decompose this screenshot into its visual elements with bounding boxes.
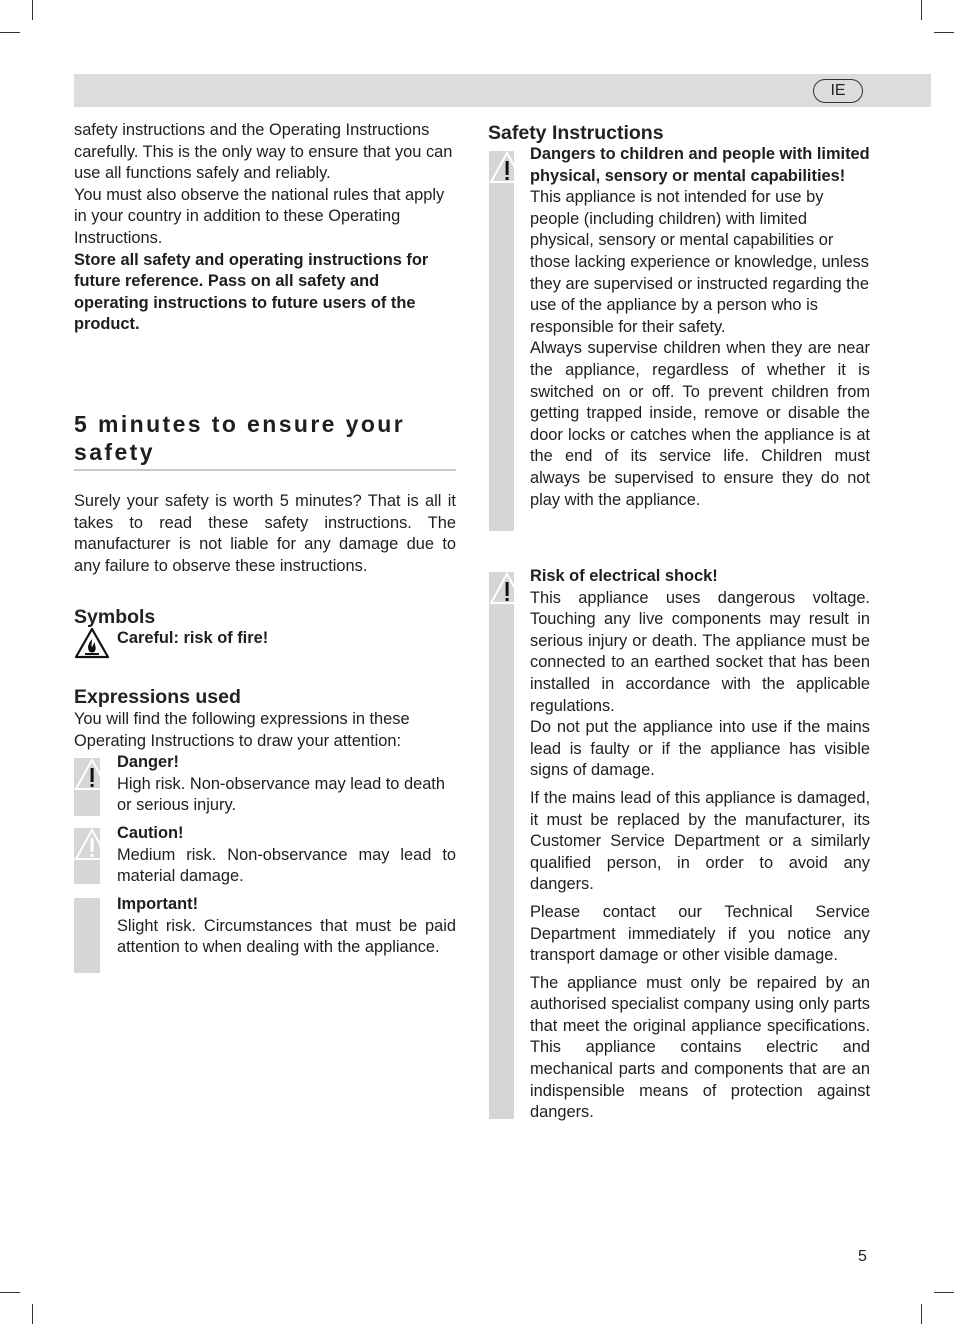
page-number: 5 xyxy=(858,1248,867,1265)
electrical-warning-title: Risk of electrical shock! xyxy=(530,567,718,585)
crop-mark xyxy=(0,1292,20,1293)
crop-mark xyxy=(32,1304,33,1324)
language-badge: IE xyxy=(813,79,863,103)
expressions-intro xyxy=(74,709,456,752)
children-warning-paragraph: This appliance is not intended for use by people (including children) with limited physical, sensory or mental capabilities or those lacking experience or knowledge, unless they are supervised or instructed regarding the use of the appliance by a person who is responsible for their safety. xyxy=(530,188,869,336)
electrical-warning-paragraph: The appliance must only be repaired by an authorised specialist company using only parts that meet the original appliance specifications. This appliance contains electric and mechanical parts and components that are an indispensible means of protection against dangers. xyxy=(530,973,870,1122)
important-text-block xyxy=(117,894,456,959)
electrical-warning-paragraph: Please contact our Technical Service Department immediately if you notice any transport damage or other visible damage. xyxy=(530,902,870,965)
intro-paragraph: You must also observe the national rules that apply in your country in addition to these Operating Instructions. xyxy=(74,185,445,247)
electrical-warning-paragraph: Do not put the appliance into use if the mains lead is faulty or if the appliance has visible signs of damage. xyxy=(530,718,870,780)
danger-text-block xyxy=(117,752,456,817)
expressions-intro-text: You will find the following expressions in these Operating Instructions to draw your attention: xyxy=(74,710,410,750)
intro-paragraph: safety instructions and the Operating Instructions carefully. This is the only way to ensure that you can use all functions safely and reliably. xyxy=(74,121,453,183)
section-body-text: Surely your safety is worth 5 minutes? That is all it takes to read these safety instructions. The manufacturer is not liable for any damage due to any failure to observe these instructions. xyxy=(74,492,456,575)
crop-mark xyxy=(921,1304,922,1324)
crop-mark xyxy=(934,32,954,33)
crop-mark xyxy=(32,0,33,20)
intro-text xyxy=(74,120,456,336)
electrical-warning-text xyxy=(530,566,870,1124)
crop-mark xyxy=(0,32,20,33)
caution-description: Medium risk. Non-observance may lead to material damage. xyxy=(117,845,456,886)
danger-description: High risk. Non-observance may lead to death or serious injury. xyxy=(117,774,445,815)
symbols-heading: Symbols xyxy=(74,606,156,628)
fire-symbol-label: Careful: risk of fire! xyxy=(117,629,269,647)
intro-bold-paragraph: Store all safety and operating instructions for future reference. Pass on all safety and operating instructions to future users of the product. xyxy=(74,250,429,334)
fire-warning-icon xyxy=(74,627,110,659)
children-warning-text xyxy=(530,144,870,511)
expressions-heading: Expressions used xyxy=(74,686,241,708)
caution-text-block xyxy=(117,823,456,888)
important-title: Important! xyxy=(117,895,199,913)
crop-mark xyxy=(934,1292,954,1293)
children-warning-title: Dangers to children and people with limited physical, sensory or mental capabilities! xyxy=(530,145,870,185)
electrical-warning-paragraph: If the mains lead of this appliance is damaged, it must be replaced by the manufacturer, its Customer Service Department or a similarly qualified person, in order to avoid any dangers. xyxy=(530,788,870,894)
important-bar xyxy=(74,898,100,973)
children-warning-icon xyxy=(489,151,525,185)
section-body xyxy=(74,491,456,577)
electrical-warning-icon xyxy=(489,572,525,606)
safety-instructions-heading: Safety Instructions xyxy=(488,122,664,144)
crop-mark xyxy=(921,0,922,20)
children-warning-bar xyxy=(489,151,514,531)
header-bar xyxy=(74,74,931,107)
danger-title: Danger! xyxy=(117,753,179,771)
electrical-warning-bar xyxy=(489,572,514,1119)
important-description: Slight risk. Circumstances that must be paid attention to when dealing with the appliance. xyxy=(117,916,456,957)
danger-icon xyxy=(74,758,110,792)
children-warning-paragraph: Always supervise children when they are near the appliance, regardless of whether it is switched on or off. To prevent children from getting trapped inside, remove or disable the door locks or catches when the appliance is at the end of its service life. Children must always be supervised to ensure they do not play with the appliance. xyxy=(530,339,870,509)
caution-icon xyxy=(74,828,110,862)
caution-title: Caution! xyxy=(117,824,184,842)
electrical-warning-paragraph: This appliance uses dangerous voltage. Touching any live components may result in serious injury or death. The appliance must be connected to an earthed socket that has been installed in accordance with the applicable regulations. xyxy=(530,588,870,715)
section-title: 5 minutes to ensure your safety xyxy=(74,410,456,471)
